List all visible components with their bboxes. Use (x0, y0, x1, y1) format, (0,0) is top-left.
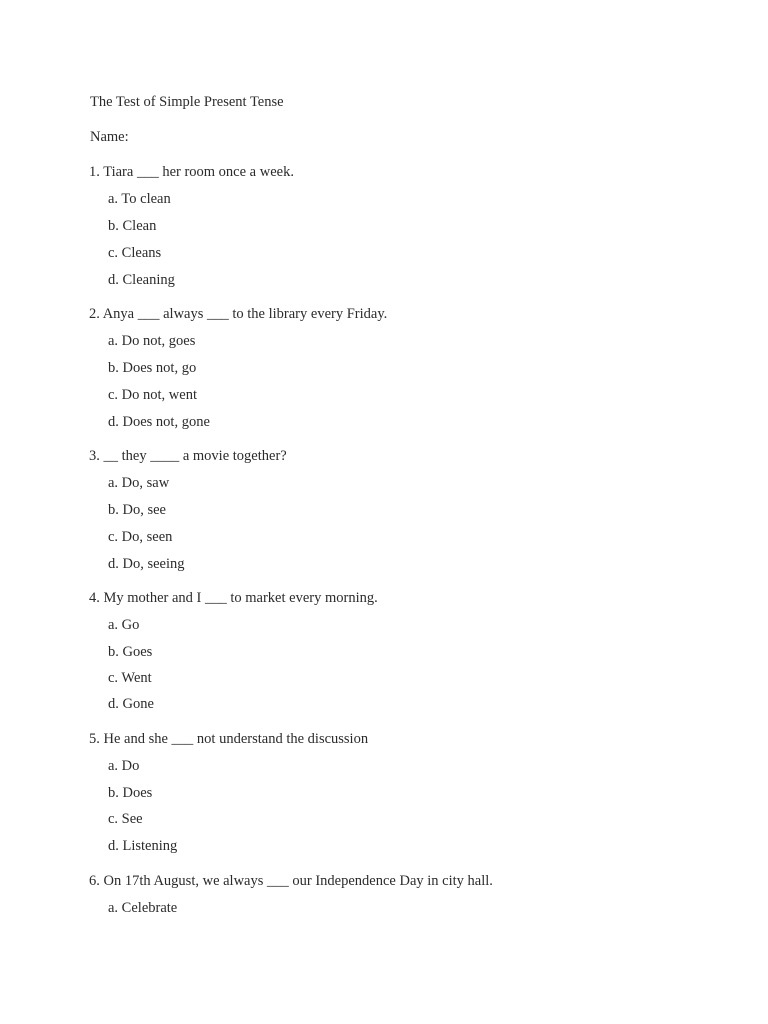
question-3-option-b: b. Do, see (108, 502, 166, 518)
question-6: 6. On 17th August, we always ___ our Independence Day in city hall. (89, 873, 493, 889)
question-2-option-d: d. Does not, gone (108, 414, 210, 430)
question-1-option-b: b. Clean (108, 218, 157, 234)
question-1-option-d: d. Cleaning (108, 272, 175, 288)
question-4-option-c: c. Went (108, 670, 152, 686)
question-3-option-a: a. Do, saw (108, 475, 170, 491)
question-5-option-a: a. Do (108, 758, 140, 774)
name-label: Name: (90, 129, 129, 145)
question-3-option-d: d. Do, seeing (108, 556, 185, 572)
page-title: The Test of Simple Present Tense (90, 94, 284, 110)
question-4-option-d: d. Gone (108, 696, 154, 712)
question-2-option-c: c. Do not, went (108, 387, 197, 403)
question-5-option-b: b. Does (108, 785, 153, 801)
question-1: 1. Tiara ___ her room once a week. (89, 164, 294, 180)
question-4-option-b: b. Goes (108, 644, 153, 660)
question-4: 4. My mother and I ___ to market every morning. (89, 590, 378, 606)
question-1-option-c: c. Cleans (108, 245, 162, 261)
question-5-option-c: c. See (108, 811, 143, 827)
question-2-option-b: b. Does not, go (108, 360, 197, 376)
question-3: 3. __ they ____ a movie together? (89, 448, 287, 464)
question-2-option-a: a. Do not, goes (108, 333, 196, 349)
question-1-option-a: a. To clean (108, 191, 171, 207)
question-3-option-c: c. Do, seen (108, 529, 173, 545)
question-5: 5. He and she ___ not understand the discussion (89, 731, 369, 747)
question-4-option-a: a. Go (108, 617, 140, 633)
question-6-option-a: a. Celebrate (108, 900, 178, 916)
question-5-option-d: d. Listening (108, 838, 178, 854)
question-2: 2. Anya ___ always ___ to the library every Friday. (89, 306, 388, 322)
